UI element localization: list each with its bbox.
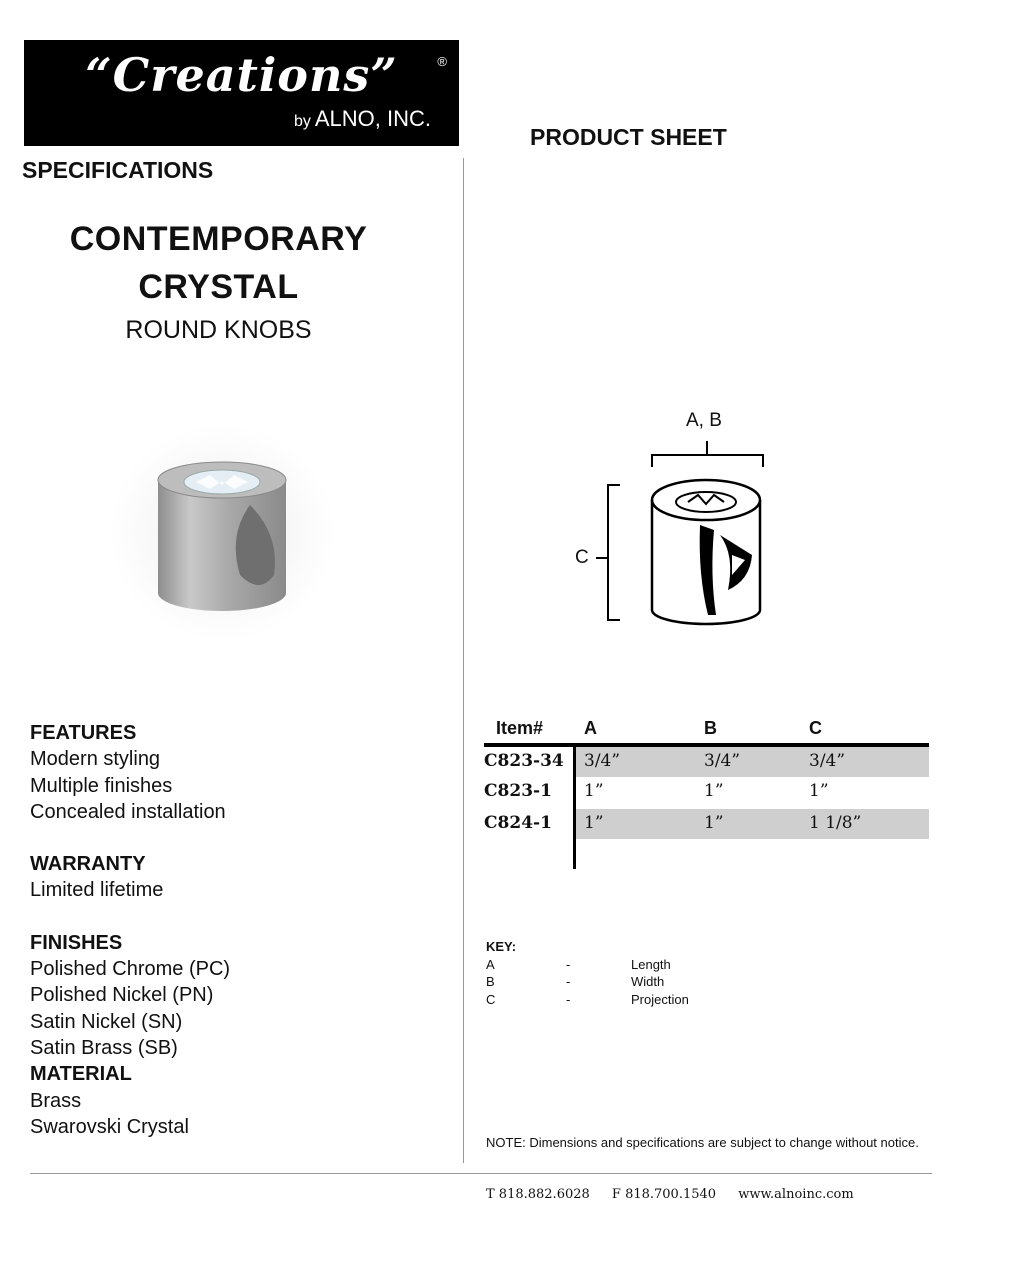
cell-b: 1” bbox=[704, 813, 724, 833]
cell-a: 3/4” bbox=[584, 751, 621, 771]
key-dash: - bbox=[566, 956, 571, 972]
finish-item: Satin Brass (SB) bbox=[30, 1036, 178, 1059]
disclaimer-note: NOTE: Dimensions and specifications are subject to change without notice. bbox=[486, 1135, 919, 1150]
finish-item: Polished Chrome (PC) bbox=[30, 958, 231, 981]
contact-footer bbox=[486, 1187, 872, 1202]
material-item: Brass bbox=[30, 1089, 82, 1112]
key-letter: B bbox=[486, 974, 495, 989]
cell-c: 1 1/8” bbox=[809, 813, 862, 833]
key-row bbox=[486, 956, 786, 974]
specifications-heading: SPECIFICATIONS bbox=[22, 157, 214, 183]
key-row bbox=[486, 991, 786, 1009]
finish-item: Polished Nickel (PN) bbox=[30, 984, 214, 1007]
key-heading: KEY: bbox=[486, 939, 517, 954]
logo-by: by bbox=[293, 113, 311, 130]
finish-item: Satin Nickel (SN) bbox=[30, 1010, 183, 1033]
key-meaning: Length bbox=[631, 956, 671, 972]
feature-item: Modern styling bbox=[30, 748, 161, 771]
table-row bbox=[484, 809, 929, 839]
product-title-line2: CRYSTAL bbox=[138, 268, 299, 306]
dimension-label-ab: A, B bbox=[686, 410, 722, 431]
feature-item: Multiple finishes bbox=[30, 774, 173, 797]
key-dash: - bbox=[566, 991, 571, 1007]
key-meaning: Projection bbox=[631, 991, 689, 1007]
dimension-label-c: C bbox=[575, 547, 589, 568]
registered-mark: ® bbox=[437, 54, 447, 69]
header-item: Item# bbox=[496, 718, 544, 738]
logo-wordmark: “Creations” bbox=[85, 48, 398, 102]
key-letter: A bbox=[486, 956, 495, 972]
logo-company bbox=[294, 106, 431, 132]
cell-item: C823-34 bbox=[484, 751, 564, 771]
cell-a: 1” bbox=[584, 813, 604, 833]
logo-company-name: ALNO, INC. bbox=[314, 106, 431, 131]
warranty-heading: WARRANTY bbox=[30, 853, 146, 876]
cell-c: 1” bbox=[809, 781, 829, 801]
fax-number: F 818.700.1540 bbox=[611, 1187, 717, 1202]
product-title-line1: CONTEMPORARY bbox=[69, 220, 368, 258]
feature-item: Concealed installation bbox=[30, 800, 226, 823]
material-item: Swarovski Crystal bbox=[30, 1115, 189, 1138]
header-a: A bbox=[584, 718, 597, 738]
phone-number: T 818.882.6028 bbox=[486, 1187, 590, 1202]
product-sheet-heading: PRODUCT SHEET bbox=[530, 124, 727, 150]
cell-item: C823-1 bbox=[484, 781, 552, 801]
table-row bbox=[484, 747, 929, 777]
cell-b: 1” bbox=[704, 781, 724, 801]
product-photo bbox=[110, 425, 335, 640]
dimension-diagram bbox=[560, 405, 800, 630]
features-heading: FEATURES bbox=[30, 722, 137, 744]
key-letter: C bbox=[486, 991, 496, 1007]
material-heading: MATERIAL bbox=[30, 1063, 132, 1086]
table-header-row bbox=[484, 715, 929, 742]
key-row bbox=[486, 973, 786, 991]
table-row bbox=[484, 777, 929, 807]
cell-a: 1” bbox=[584, 781, 604, 801]
spec-sections bbox=[30, 720, 450, 1140]
dimension-key bbox=[486, 938, 786, 1008]
website-link[interactable]: www.alnoinc.com bbox=[738, 1187, 854, 1202]
cell-b: 3/4” bbox=[704, 751, 741, 771]
finishes-heading: FINISHES bbox=[30, 931, 123, 954]
key-meaning: Width bbox=[631, 974, 665, 989]
header-b: B bbox=[704, 718, 717, 738]
header-c: C bbox=[809, 718, 822, 738]
key-dash: - bbox=[566, 974, 571, 989]
warranty-item: Limited lifetime bbox=[30, 879, 164, 902]
footer-divider bbox=[30, 1173, 932, 1174]
cell-item: C824-1 bbox=[484, 813, 552, 833]
product-title-block bbox=[20, 215, 417, 347]
brand-logo bbox=[24, 40, 459, 146]
table-column-rule bbox=[573, 743, 576, 869]
cell-c: 3/4” bbox=[809, 751, 846, 771]
vertical-divider bbox=[463, 158, 464, 1163]
product-subtitle: ROUND KNOBS bbox=[125, 316, 312, 344]
dimensions-table bbox=[484, 715, 929, 833]
